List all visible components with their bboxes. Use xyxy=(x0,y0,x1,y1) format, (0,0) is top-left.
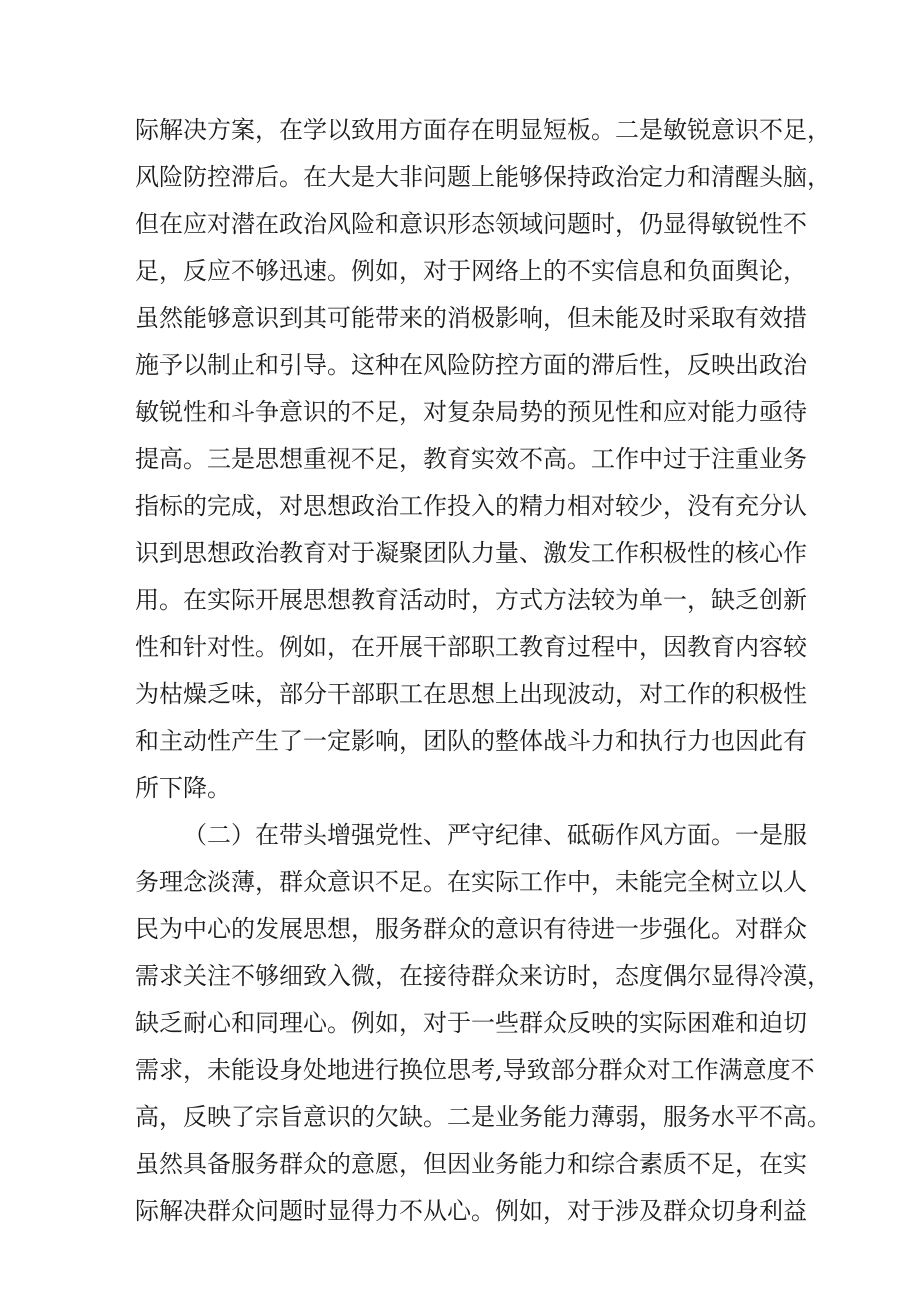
text-line: 为枯燥乏味，部分干部职工在思想上出现波动，对工作的积极性 xyxy=(135,680,807,708)
text-line: 缺乏耐心和同理心。例如，对于一些群众反映的实际困难和迫切 xyxy=(135,1009,807,1037)
text-line: 和主动性产生了一定影响，团队的整体战斗力和执行力也因此有 xyxy=(135,727,807,755)
section-heading-line: （二）在带头增强党性、严守纪律、砥砺作风方面。一是服 xyxy=(183,821,807,849)
text-line: 高，反映了宗旨意识的欠缺。二是业务能力薄弱，服务水平不高。 xyxy=(135,1103,831,1131)
text-line: 性和针对性。例如，在开展干部职工教育过程中，因教育内容较 xyxy=(135,633,807,661)
text-line: 务理念淡薄，群众意识不足。在实际工作中，未能完全树立以人 xyxy=(135,868,807,896)
text-line: 虽然具备服务群众的意愿，但因业务能力和综合素质不足，在实 xyxy=(135,1150,807,1178)
text-line: 际解决方案，在学以致用方面存在明显短板。二是敏锐意识不足， xyxy=(135,116,831,144)
text-line: 指标的完成，对思想政治工作投入的精力相对较少，没有充分认 xyxy=(135,492,807,520)
text-line: 识到思想政治教育对于凝聚团队力量、激发工作积极性的核心作 xyxy=(135,539,807,567)
text-line: 际解决群众问题时显得力不从心。例如，对于涉及群众切身利益 xyxy=(135,1197,807,1225)
text-line: 敏锐性和斗争意识的不足，对复杂局势的预见性和应对能力亟待 xyxy=(135,398,807,426)
text-line: 风险防控滞后。在大是大非问题上能够保持政治定力和清醒头脑， xyxy=(135,163,831,191)
text-line: 施予以制止和引导。这种在风险防控方面的滞后性，反映出政治 xyxy=(135,351,807,379)
text-line: 足，反应不够迅速。例如，对于网络上的不实信息和负面舆论， xyxy=(135,257,807,285)
text-line: 提高。三是思想重视不足，教育实效不高。工作中过于注重业务 xyxy=(135,445,807,473)
text-line: 但在应对潜在政治风险和意识形态领域问题时，仍显得敏锐性不 xyxy=(135,210,807,238)
text-line: 需求，未能设身处地进行换位思考,导致部分群众对工作满意度不 xyxy=(135,1056,815,1084)
text-line: 所下降。 xyxy=(135,774,231,802)
text-line: 需求关注不够细致入微，在接待群众来访时，态度偶尔显得冷漠， xyxy=(135,962,831,990)
text-line: 虽然能够意识到其可能带来的消极影响，但未能及时采取有效措 xyxy=(135,304,807,332)
text-line: 用。在实际开展思想教育活动时，方式方法较为单一，缺乏创新 xyxy=(135,586,807,614)
text-line: 民为中心的发展思想，服务群众的意识有待进一步强化。对群众 xyxy=(135,915,807,943)
